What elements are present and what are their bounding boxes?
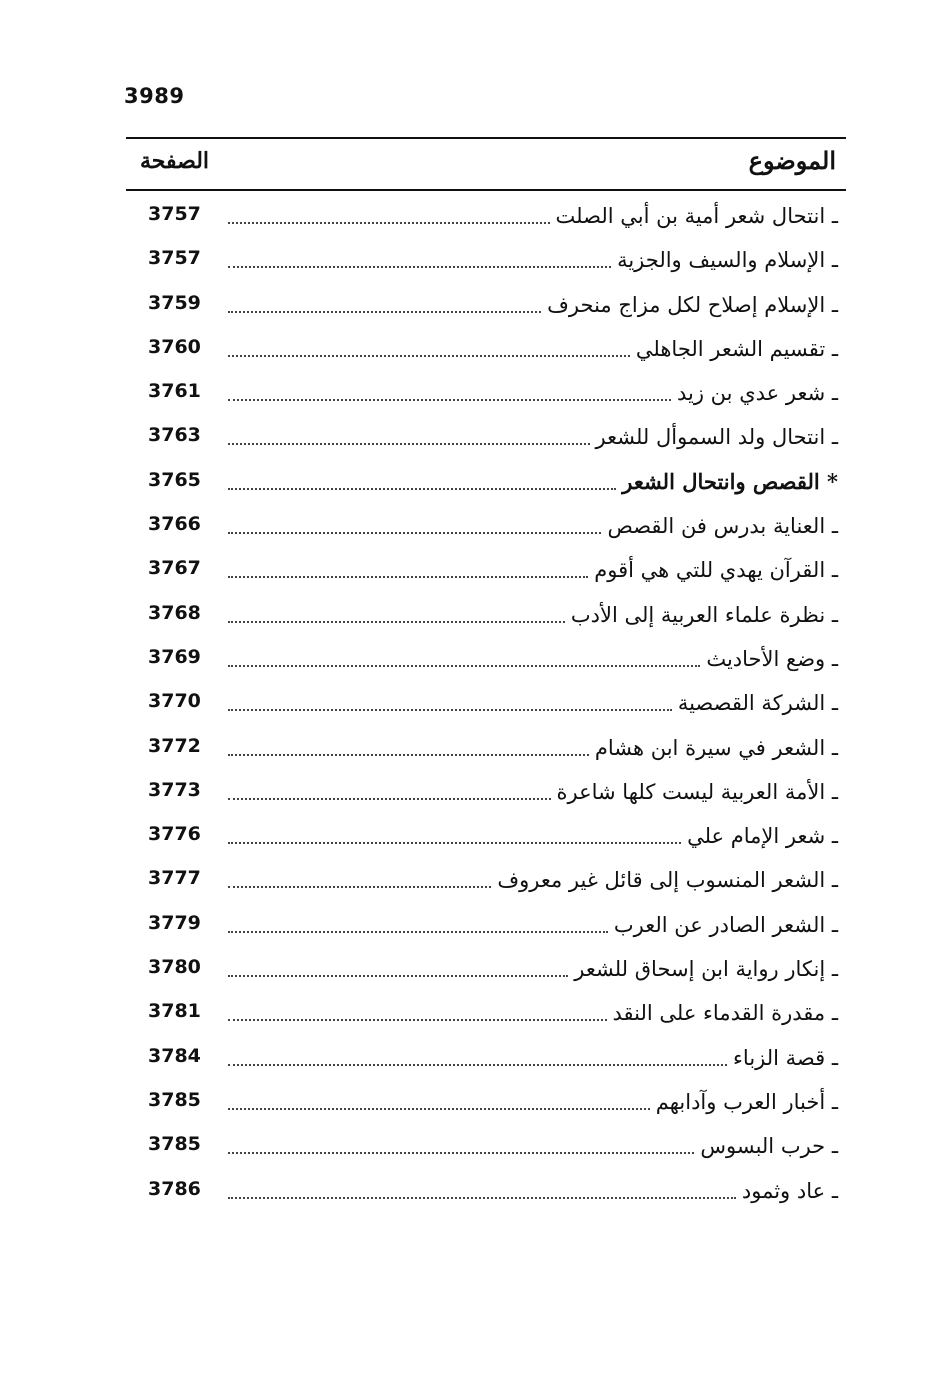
page-number: 3989 [124,84,185,108]
dot-leader [228,532,601,534]
toc-entry-title: ـ القرآن يهدي للتي هي أقوم [594,558,838,583]
toc-entry [126,1079,846,1123]
dot-leader [228,709,672,711]
dot-leader [228,1019,607,1021]
toc-entry-page: 3786 [148,1177,201,1200]
toc-entry-page: 3757 [148,247,201,270]
toc-entry-page: 3767 [148,557,201,580]
toc-entry-page: 3784 [148,1044,201,1067]
dot-leader [228,355,630,357]
toc-entry-line [228,684,838,718]
toc-entry-page: 3780 [148,956,201,979]
dot-leader [228,842,681,844]
toc-entry-line [228,906,838,940]
toc-entry-title: ـ الأمة العربية ليست كلها شاعرة [556,779,838,804]
dot-leader [228,621,565,623]
toc-entry-line [228,1127,838,1161]
toc-entry-line [228,861,838,895]
dot-leader [228,886,491,888]
toc-entry-page: 3777 [148,867,201,890]
toc-entry [126,193,846,237]
dot-leader [228,311,541,313]
toc-entry [126,1123,846,1167]
toc-entry [126,326,846,370]
toc-entry-page: 3757 [148,203,201,225]
toc-entry-line [228,507,838,541]
toc-entry [126,282,846,326]
toc-entry-title: ـ أخبار العرب وآدابهم [655,1089,838,1114]
toc-entry-line [228,551,838,585]
toc-entry [126,725,846,769]
dot-leader [228,975,568,977]
toc-entry-line [228,286,838,320]
dot-leader [228,798,551,800]
toc-entry [126,636,846,680]
toc-entry-title: ـ الشعر المنسوب إلى قائل غير معروف [497,868,838,893]
toc-entry-page: 3776 [148,823,201,846]
toc-entry-line [228,596,838,630]
toc-entry-page: 3770 [148,690,201,713]
toc-entry-line [228,994,838,1028]
dot-leader [228,754,589,756]
dot-leader [228,931,608,933]
toc-entry-title: ـ الشعر في سيرة ابن هشام [594,735,838,760]
toc-entry-title: ـ شعر عدي بن زيد [677,381,838,406]
toc-entry [126,547,846,591]
toc-entry [126,237,846,281]
dot-leader [228,222,550,224]
toc-entry [126,680,846,724]
toc-entry-page: 3781 [148,1000,201,1023]
subject-column-header: الموضوع [748,146,836,175]
toc-entry-line [228,817,838,851]
toc-entry-line [228,1083,838,1117]
toc-entry [126,414,846,458]
toc-entry-title: ـ عاد وثمود [741,1178,838,1203]
dot-leader [228,266,611,268]
dot-leader [228,1064,727,1066]
toc-entry-line [228,374,838,408]
toc-entry-page: 3763 [148,424,201,447]
toc-entry [126,1168,846,1212]
dot-leader [228,1152,694,1154]
toc-entry-page: 3785 [148,1133,201,1156]
toc-entry-title: ـ تقسيم الشعر الجاهلي [635,336,838,361]
toc-entry-line [228,1039,838,1073]
toc-entry-title: ـ حرب البسوس [700,1134,838,1159]
toc-entry-page: 3760 [148,335,201,358]
toc-entry-page: 3773 [148,778,201,801]
toc-entry-page: 3779 [148,911,201,934]
toc-entry-title: ـ الإسلام إصلاح لكل مزاج منحرف [547,292,838,317]
header-top-rule [126,137,846,139]
toc-entry-line [228,729,838,763]
toc-entry-title: ـ الإسلام والسيف والجزية [617,248,838,273]
toc-entry-page: 3769 [148,645,201,668]
toc-entry-line [228,241,838,275]
toc-entry-title: ـ وضع الأحاديث [706,646,838,671]
toc-entry-title: ـ الشركة القصصية [677,691,838,716]
toc-entry-title: ـ إنكار رواية ابن إسحاق للشعر [574,957,838,982]
toc-entry-page: 3759 [148,291,201,314]
toc-entry-title: ـ نظرة علماء العربية إلى الأدب [570,602,838,627]
toc-entry-title: ـ مقدرة القدماء على النقد [612,1001,838,1026]
toc-entry-line [228,197,838,231]
header-bottom-rule [126,189,846,191]
toc-entry-page: 3768 [148,601,201,624]
dot-leader [228,399,671,401]
dot-leader [228,665,700,667]
toc-entry [126,857,846,901]
toc-entry-page: 3766 [148,513,201,536]
page-column-header: الصفحة [140,148,210,174]
toc-entry [126,990,846,1034]
toc-entry [126,902,846,946]
toc-entry-page: 3785 [148,1088,201,1111]
toc-entry-line [228,1172,838,1206]
toc-entry-title: ـ انتحال ولد السموأل للشعر [595,425,838,450]
toc-entry-page: 3761 [148,380,201,403]
toc-entry-line [228,330,838,364]
toc-entry-title: ـ الشعر الصادر عن العرب [613,912,838,937]
toc-entry-line [228,418,838,452]
toc-entry [126,503,846,547]
toc-entry-title: ـ قصة الزباء [733,1045,838,1070]
dot-leader [228,576,588,578]
toc-entry [126,370,846,414]
toc-entry-page: 3772 [148,734,201,757]
toc-entry-line [228,950,838,984]
toc-section-title: * القصص وانتحال الشعر [622,468,838,494]
toc-entry [126,459,846,503]
dot-leader [228,1108,650,1110]
toc-entry-title: ـ العناية بدرس فن القصص [607,514,838,539]
dot-leader [228,443,590,445]
toc-entry-title: ـ انتحال شعر أمية بن أبي الصلت [555,204,838,228]
toc-entry [126,592,846,636]
toc-entry [126,946,846,990]
table-header [126,142,846,186]
toc-entry [126,813,846,857]
dot-leader [228,488,616,490]
toc-entry-line [228,463,838,497]
toc-entry [126,769,846,813]
toc-entry-title: ـ شعر الإمام علي [687,824,838,849]
toc-entry-page: 3765 [148,468,201,491]
toc-entry [126,1035,846,1079]
table-of-contents [126,193,846,1212]
dot-leader [228,1197,736,1199]
toc-entry-line [228,773,838,807]
toc-entry-line [228,640,838,674]
